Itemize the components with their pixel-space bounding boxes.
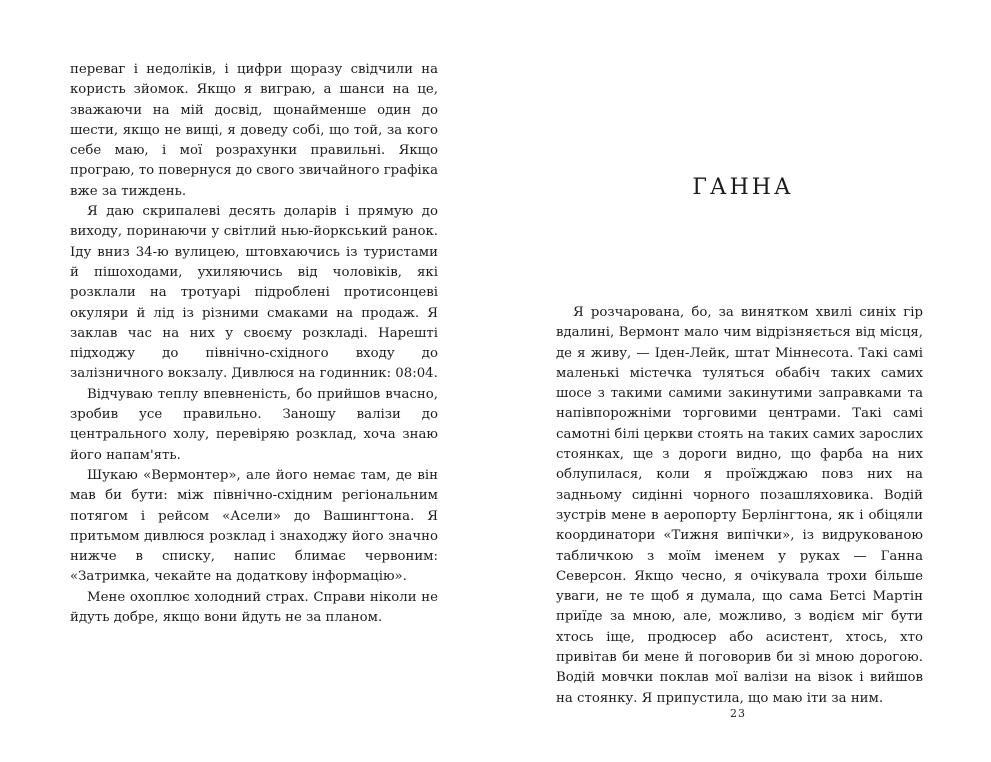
paragraph: Я даю скрипалеві десять доларів і прямую до виходу, поринаючи у світлий нью-йоркський ранок. Іду вниз 34-ю вулицею, штовхаючись із туристами й пішоходами, ухиляючись від чоловіків, які розклали на тротуарі підроблені протисонцеві окуляри й лід із різними смаками на продаж. Я заклав час на них у своєму розкладі. Нарешті підходжу до північно-східного входу до залізничного вокзалу. Дивлюся на годинник: 08:04. — [70, 204, 438, 382]
right-page-text — [556, 303, 923, 709]
right-page — [495, 0, 991, 762]
left-page — [0, 0, 495, 762]
chapter-title: ГАННА — [692, 175, 794, 200]
paragraph: Я розчарована, бо, за винятком хвилі синіх гір вдалині, Вермонт мало чим відрізняється від місця, де я живу, — Іден-Лейк, штат Міннесота. Такі самі маленькі містечка туляться обабіч таких самих шосе з такими самими закинутими заправками та напівпорожніми торговими центрами. Такі самі самотні білі церкви стоять на таких самих зарослих стоянках, ще з дороги видно, що фарба на них облупилася, коли я проїжджаю повз них на задньому сидінні чорного позашляховика. Водій зустрів мене в аеропорту Берлінгтона, як і обіцяли координатори «Тижня випічки», із видрукованою табличкою з моїм іменем у руках — Ганна Северсон. Якщо чесно, я очікувала трохи більше уваги, не те щоб я думала, що сама Бетсі Мартін приїде за мною, але, можливо, з водієм міг бути хтось іще, продюсер або асистент, хтось, хто привітав би мене й поговорив би зі мною дорогою. Водій мовчки поклав мої валізи на візок і вийшов на стоянку. Я припустила, що маю іти за ним. — [556, 305, 923, 706]
paragraph: Шукаю «Вермонтер», але його немає там, де він мав би бути: між північно-східним регіональним потягом і рейсом «Асели» до Вашингтона. Я притьмом дивлюся розклад і знаходжу його значно нижче в списку, напис блимає червоним: «Затримка, чекайте на додаткову інформацію». — [70, 467, 438, 585]
paragraph: Відчуваю теплу впевненість, бо прийшов вчасно, зробив усе правильно. Заношу валізи до центрального холу, перевіряю розклад, хоча знаю його напам'ять. — [70, 386, 438, 463]
paragraph: переваг і недоліків, і цифри щоразу свідчили на користь зйомок. Якщо я виграю, а шанси на це, зважаючи на мій досвід, щонайменше один до шести, якщо не вищі, я доведу собі, що той, за кого себе маю, і мої розрахунки правильні. Якщо програю, то повернуся до свого звичайного графіка вже за тиждень. — [70, 62, 438, 199]
left-page-text — [70, 60, 438, 628]
paragraph: Мене охоплює холодний страх. Справи ніколи не йдуть добре, якщо вони йдуть не за планом. — [70, 589, 438, 626]
page-number: 23 — [730, 707, 746, 720]
